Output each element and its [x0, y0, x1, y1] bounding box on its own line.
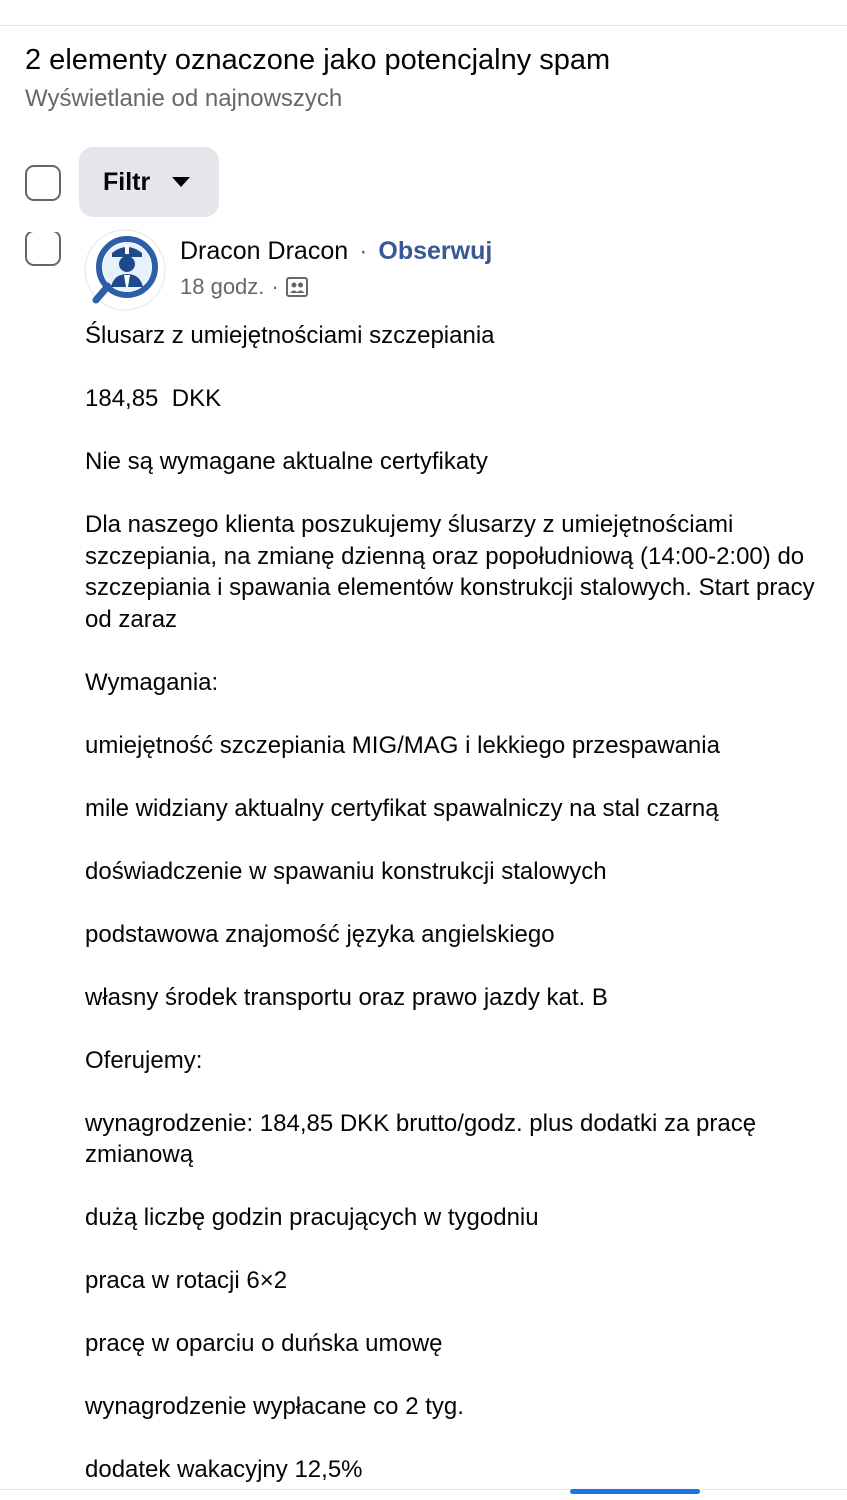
page-title: 2 elementy oznaczone jako potencjalny spam: [25, 44, 611, 76]
post-meta: [180, 273, 308, 301]
top-divider: [0, 25, 847, 26]
post-paragraph: umiejętność szczepiania MIG/MAG i lekkiego przespawania: [85, 731, 720, 759]
post-paragraph: dodatek wakacyjny 12,5%: [85, 1456, 363, 1483]
post-paragraph: Dla naszego klienta poszukujemy ślusarzy z umiejętnościami szczepiania, na zmianę dzienną oraz popołudniową (14:00-2:00) do szczepiania i spawania elementów konstrukcji stalowych. Start pracy od zaraz: [85, 511, 815, 633]
post-paragraph: własny środek transportu oraz prawo jazdy kat. B: [85, 983, 608, 1011]
group-audience-icon: [286, 277, 308, 297]
post-paragraph: Oferujemy:: [85, 1046, 203, 1074]
post-paragraph: wynagrodzenie wypłacane co 2 tyg.: [85, 1393, 464, 1420]
scroll-indicator: [570, 1489, 700, 1494]
post-paragraph: doświadczenie w spawaniu konstrukcji stalowych: [85, 857, 607, 885]
post-paragraph: wynagrodzenie: 184,85 DKK brutto/godz. plus dodatki za pracę zmianową: [85, 1109, 757, 1168]
post-paragraph: pracę w oparciu o duńska umowę: [85, 1330, 443, 1357]
post-paragraph: mile widziany aktualny certyfikat spawalniczy na stal czarną: [85, 794, 719, 822]
post-paragraph: 184,85 DKK: [85, 385, 222, 412]
post-body: [85, 320, 815, 1500]
post-select-checkbox[interactable]: [25, 230, 61, 266]
post-time[interactable]: 18 godz.: [180, 274, 265, 299]
select-all-checkbox[interactable]: [25, 165, 61, 201]
post-paragraph: dużą liczbę godzin pracujących w tygodniu: [85, 1204, 539, 1231]
post-paragraph: Wymagania:: [85, 668, 219, 696]
author-separator: ·: [359, 237, 368, 265]
filter-button[interactable]: [79, 147, 219, 217]
follow-button[interactable]: Obserwuj: [378, 237, 493, 265]
post-header: [180, 236, 492, 266]
author-avatar[interactable]: [84, 229, 166, 311]
sort-subtitle: Wyświetlanie od najnowszych: [25, 85, 343, 112]
author-name[interactable]: Dracon Dracon: [180, 237, 349, 265]
filter-label: Filtr: [103, 167, 151, 196]
caret-down-icon: [172, 177, 190, 187]
scroll-clip: [20, 215, 66, 232]
meta-separator: ·: [271, 274, 279, 299]
post-paragraph: podstawowa znajomość języka angielskiego: [85, 920, 555, 948]
post-paragraph: Ślusarz z umiejętnościami szczepiania: [85, 322, 495, 349]
post-paragraph: Nie są wymagane aktualne certyfikaty: [85, 448, 488, 475]
post-paragraph: praca w rotacji 6×2: [85, 1267, 288, 1294]
bottom-divider: [0, 1489, 847, 1490]
